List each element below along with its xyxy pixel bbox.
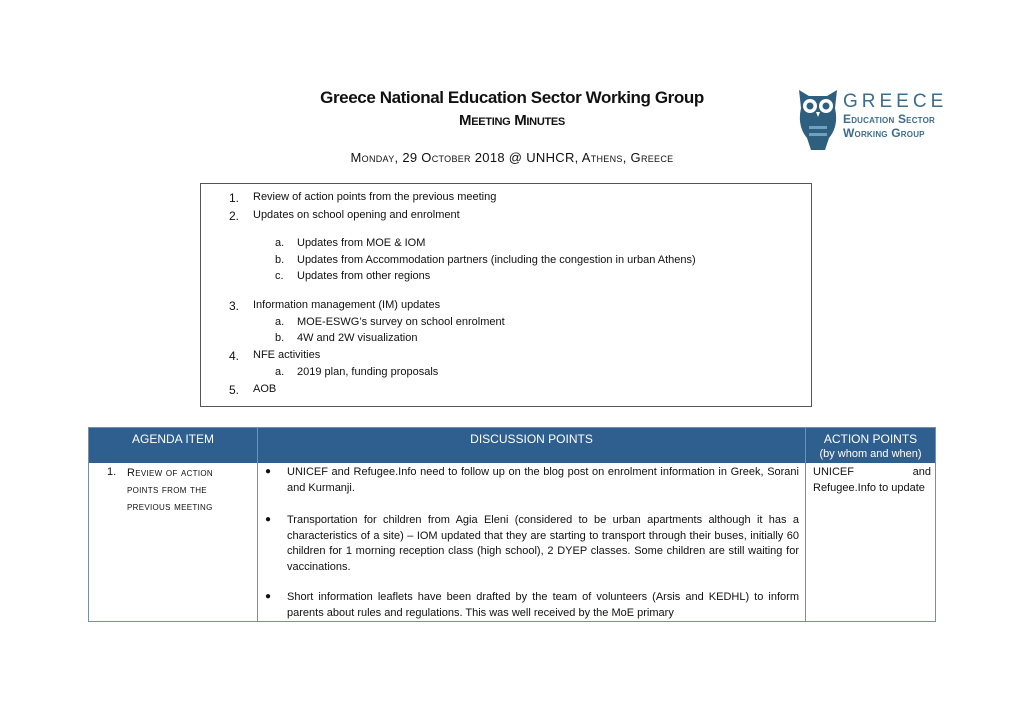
agenda-item-number: 5. (229, 383, 240, 397)
header-action-points: ACTION POINTS (823, 432, 918, 446)
agenda-item-number: 2. (229, 209, 240, 223)
agenda-subitem-letter: a. (275, 316, 285, 328)
agenda-subitem-letter: a. (275, 237, 285, 249)
agenda-item-number: 4. (229, 349, 240, 363)
action-point: UNICEF and Refugee.Info to update (813, 466, 931, 494)
column-divider (805, 428, 806, 621)
row-agenda-item (127, 465, 213, 516)
row-agenda-line: points from the (127, 484, 207, 496)
agenda-subitem-text: 2019 plan, funding proposals (297, 366, 439, 378)
agenda-subitem-letter: a. (275, 366, 285, 378)
agenda-item-number: 1. (229, 191, 240, 205)
minutes-table (88, 427, 936, 622)
header-action-points-sub: (by whom and when) (819, 448, 922, 460)
row-number: 1. (107, 466, 117, 478)
agenda-item-text: Information management (IM) updates (253, 299, 441, 311)
discussion-point: Short information leaflets have been drafted by the team of volunteers (Arsis and KEDHL) to inform parents about rules and regulations. This was well received by the MoE primary (287, 591, 799, 619)
agenda-subitem-text: Updates from other regions (297, 270, 431, 282)
document-subtitle: Meeting Minutes (459, 112, 565, 129)
agenda-item-text: AOB (253, 383, 277, 395)
row-agenda-line: Review of action (127, 467, 213, 479)
agenda-subitem-text: Updates from Accommodation partners (including the congestion in urban Athens) (297, 254, 696, 266)
document-title: Greece National Education Sector Working Group (320, 88, 704, 107)
owl-icon (795, 86, 841, 154)
agenda-subitem-letter: b. (275, 332, 285, 344)
column-divider (257, 428, 258, 621)
agenda-subitem-letter: c. (275, 270, 284, 282)
discussion-point: Transportation for children from Agia Eleni (considered to be urban apartments although it has a characteristics of a site) – IOM updated that they are starting to transport through their buses, initially 60 children for 1 morning reception class (high school), 2 DYEP classes. Some children are still waiting for vaccinations. (287, 514, 799, 573)
bullet-icon: ● (265, 591, 272, 602)
agenda-item-text: Review of action points from the previous meeting (253, 191, 497, 203)
agenda-item-number: 3. (229, 299, 240, 313)
discussion-point: UNICEF and Refugee.Info need to follow up on the blog post on enrolment information in Greek, Sorani and Kurmanji. (287, 466, 799, 494)
agenda-box (200, 183, 812, 407)
bullet-icon: ● (265, 514, 272, 525)
agenda-item-text: NFE activities (253, 349, 321, 361)
meeting-date: Monday, 29 October 2018 @ UNHCR, Athens, Greece (350, 150, 674, 165)
logo-line2: Working Group (843, 126, 925, 140)
row-agenda-line: previous meeting (127, 501, 213, 513)
agenda-subitem-text: Updates from MOE & IOM (297, 237, 426, 249)
agenda-subitem-letter: b. (275, 254, 285, 266)
eswg-logo (795, 86, 955, 156)
bullet-icon: ● (265, 466, 272, 477)
logo-greece: GREECE (843, 91, 948, 112)
header-agenda-item: AGENDA ITEM (131, 432, 214, 446)
header-discussion-points: DISCUSSION POINTS (470, 432, 593, 446)
agenda-subitem-text: MOE-ESWG’s survey on school enrolment (297, 316, 505, 328)
logo-text (843, 92, 947, 140)
agenda-item-text: Updates on school opening and enrolment (253, 209, 460, 221)
agenda-subitem-text: 4W and 2W visualization (297, 332, 418, 344)
logo-line1: Education Sector (843, 112, 936, 126)
